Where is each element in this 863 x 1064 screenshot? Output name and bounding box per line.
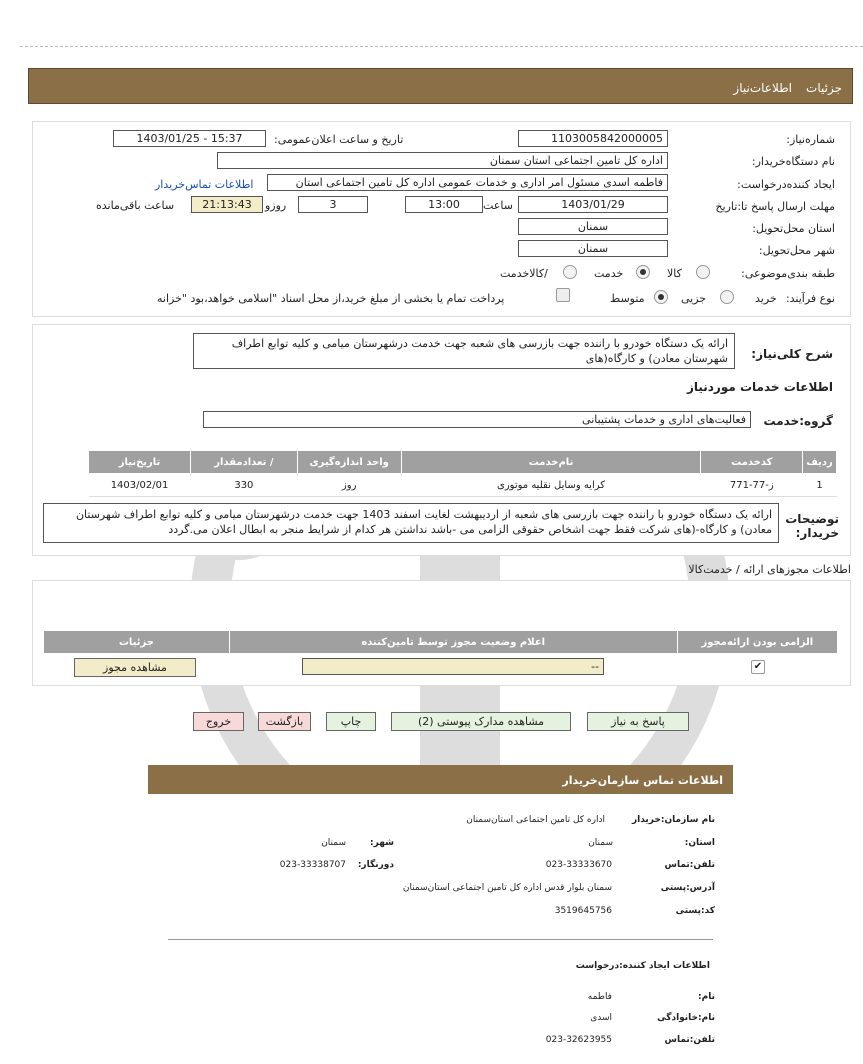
group-field: فعالیت‌های اداری و خدمات پشتیبانی <box>203 411 751 428</box>
view-permit-button[interactable]: مشاهده مجوز <box>74 658 196 677</box>
cell-service-name: کرایه وسایل نقلیه موتوری <box>401 474 701 497</box>
creator-phone: 023-32623955 <box>545 1035 612 1045</box>
remaining-label: ساعت باقی‌مانده <box>96 199 175 212</box>
exit-button[interactable]: خروج <box>193 712 244 731</box>
contact-city-label: شهر: <box>370 838 394 848</box>
contact-phone-label: تلفن:تماس <box>664 860 715 870</box>
cell-date: 1403/02/01 <box>89 474 191 497</box>
need-number-label: شماره‌نیاز: <box>786 133 835 146</box>
table-row <box>89 474 837 497</box>
city-label: شهر محل‌تحویل: <box>758 244 835 257</box>
day-count-field: 3 <box>298 196 368 213</box>
process-buy-label: خرید <box>755 292 777 305</box>
tab-need-info[interactable]: اطلاعات‌نیاز <box>733 81 792 95</box>
buyer-notes-label: توضیحات خریدار: <box>785 512 839 540</box>
category-goods-label: کالا <box>667 267 682 280</box>
contact-header <box>148 765 733 794</box>
process-medium-label: متوسط <box>610 292 645 305</box>
process-minor-radio[interactable] <box>720 290 734 304</box>
need-number-field: 1103005842000005 <box>518 130 668 147</box>
cell-row: 1 <box>803 474 837 497</box>
province-field: سمنان <box>518 218 668 235</box>
contact-province: سمنان <box>588 838 613 848</box>
category-label: طبقه بندی‌موضوعی: <box>741 267 835 280</box>
contact-org-label: نام سازمان:خریدار <box>631 815 715 825</box>
col-permit-details: جزئیات <box>44 631 230 654</box>
view-docs-button[interactable]: مشاهده مدارک پیوستی (2) <box>391 712 571 731</box>
col-unit: واحد اندازه‌گیری <box>297 451 401 474</box>
summary-title-text: ارائه یک دستگاه خودرو با راننده جهت بازرسی های شعبه جهت خدمت درشهرستان میامی و کلیه توابع اطراف شهرستان معادن) و کارگاه(های <box>193 333 735 369</box>
top-divider <box>20 46 863 47</box>
contact-info-link[interactable]: اطلاعات تماس‌خریدار <box>155 178 254 191</box>
category-service-radio[interactable] <box>636 265 650 279</box>
permit-required-checkbox[interactable]: ✔ <box>751 660 765 674</box>
process-medium-radio[interactable] <box>654 290 668 304</box>
announce-field: 1403/01/25 - 15:37 <box>113 130 266 147</box>
need-info-panel <box>32 121 851 317</box>
contact-heading: اطلاعات تماس سازمان‌خریدار <box>562 774 723 787</box>
creator-name: فاطمه <box>587 992 612 1002</box>
category-goods-service-label: /کالاخدمت <box>500 267 548 280</box>
col-permit-required: الزامی بودن ارائه‌مجوز <box>677 631 837 654</box>
permits-table <box>43 630 838 654</box>
province-label: استان محل‌تحویل: <box>752 222 835 235</box>
payment-checkbox[interactable] <box>556 288 570 302</box>
creator-label: ایجاد کننده‌درخواست: <box>737 178 835 191</box>
contact-org: اداره کل تامین اجتماعی استان‌سمنان <box>466 815 605 825</box>
contact-fax: 023-33338707 <box>279 860 346 870</box>
col-service-name: نام‌خدمت <box>401 451 701 474</box>
cell-quantity: 330 <box>191 474 298 497</box>
category-goods-service-radio[interactable] <box>563 265 577 279</box>
print-button[interactable]: چاپ <box>326 712 376 731</box>
permits-heading: اطلاعات مجوزهای ارائه / خدمت‌کالا <box>688 563 851 576</box>
contact-postal-label: کد:پستی <box>675 906 715 916</box>
summary-title-label: شرح کلی‌نیاز: <box>751 347 833 361</box>
buyer-org-label: نام دستگاه‌خریدار: <box>751 155 835 168</box>
cell-unit: روز <box>297 474 401 497</box>
creator-phone-label: تلفن:تماس <box>664 1035 715 1045</box>
contact-city: سمنان <box>321 838 346 848</box>
services-table <box>88 450 837 497</box>
contact-address-label: آدرس:پستی <box>660 883 715 893</box>
contact-province-label: استان: <box>684 838 715 848</box>
col-quantity: / تعدادمقدار <box>191 451 298 474</box>
col-date: تاریخ‌نیاز <box>89 451 191 474</box>
tab-details[interactable]: جزئیات <box>806 81 842 95</box>
services-heading: اطلاعات خدمات موردنیاز <box>686 380 833 394</box>
contact-fax-label: دورنگار: <box>357 860 394 870</box>
deadline-label: مهلت ارسال پاسخ تا:تاریخ <box>715 200 835 213</box>
category-service-label: خدمت <box>594 267 624 280</box>
buyer-notes-text: ارائه یک دستگاه خودرو با راننده جهت بازرسی های شعبه از اردیبهشت لغایت اسفند 1403 جهت خدمت درشهرستان میامی و کلیه توابع اطراف شهرستان معادن) و کارگاه-(های شرکت فقط جهت اشخاص حقوقی الزامی می -باشد نداشتن هر کدام از شرایط منجر به ابطال اعلان می.گردد <box>43 503 779 543</box>
group-label: گروه:خدمت <box>763 414 833 428</box>
announce-label: تاریخ و ساعت اعلان‌عمومی: <box>274 133 404 146</box>
col-row: ردیف <box>803 451 837 474</box>
cell-code: ز-77-771 <box>701 474 803 497</box>
permit-status-field[interactable]: -- <box>302 658 604 675</box>
creator-field: فاطمه اسدی مسئول امر اداری و خدمات عمومی اداره کل تامین اجتماعی استان <box>267 174 668 191</box>
creator-name-label: نام: <box>698 992 715 1002</box>
deadline-date-field: 1403/01/29 <box>518 196 668 213</box>
creator-family-label: نام:خانوادگی <box>657 1013 715 1023</box>
page-header <box>28 68 853 104</box>
remaining-time-field: 21:13:43 <box>191 196 263 213</box>
creator-family: اسدی <box>590 1013 612 1023</box>
back-button[interactable]: بازگشت <box>258 712 311 731</box>
process-minor-label: جزیی <box>681 292 707 305</box>
process-label: نوع فرآیند: <box>785 292 835 305</box>
creator-heading: اطلاعات ایجاد کننده:درخواست <box>575 961 710 971</box>
day-label: روزو <box>265 199 287 212</box>
category-goods-radio[interactable] <box>696 265 710 279</box>
contact-address: سمنان بلوار قدس اداره کل تامین اجتماعی استان‌سمنان <box>402 883 612 893</box>
col-permit-status: اعلام وضعیت مجوز توسط تامین‌کننده <box>229 631 677 654</box>
city-field: سمنان <box>518 240 668 257</box>
time-label: ساعت <box>483 199 513 212</box>
contact-divider <box>168 939 713 940</box>
col-code: کدخدمت <box>701 451 803 474</box>
services-table-header <box>89 451 837 474</box>
permits-table-header <box>44 631 838 654</box>
payment-note: پرداخت تمام یا بخشی از مبلغ خرید،از محل اسناد "اسلامی خواهد،بود "خزانه <box>157 292 505 305</box>
deadline-time-field: 13:00 <box>405 196 483 213</box>
buyer-org-field: اداره کل تامین اجتماعی استان سمنان <box>217 152 668 169</box>
reply-button[interactable]: پاسخ به نیاز <box>587 712 689 731</box>
contact-postal: 3519645756 <box>554 906 612 916</box>
contact-phone: 023-33333670 <box>545 860 612 870</box>
